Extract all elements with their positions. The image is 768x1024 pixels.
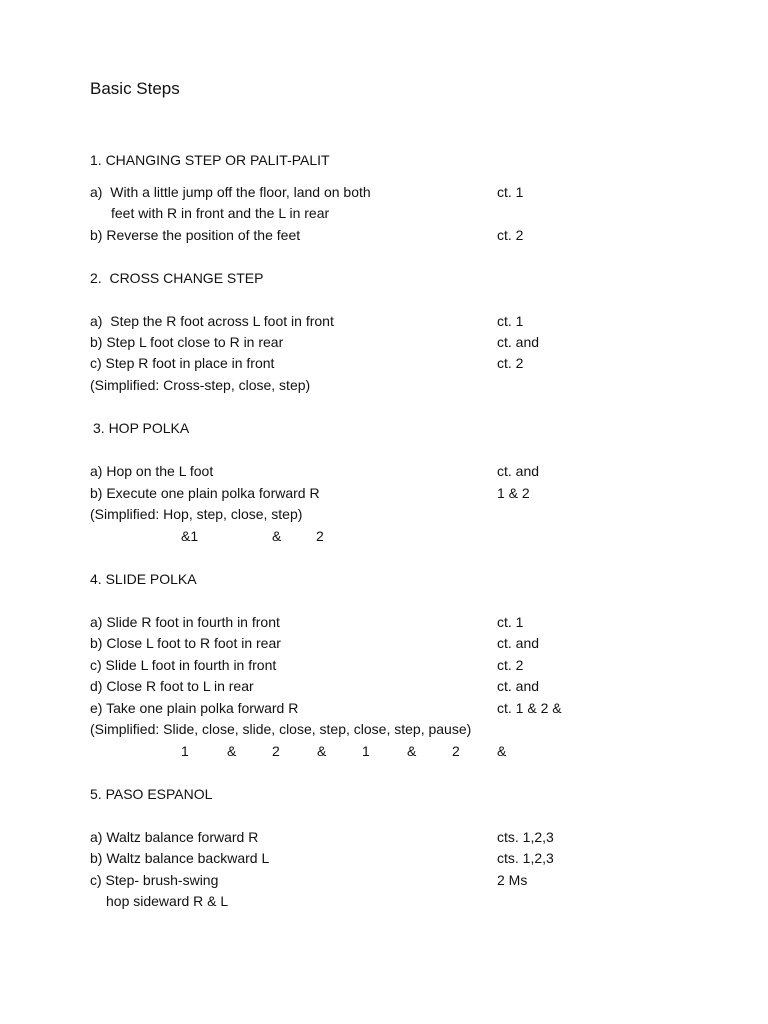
simplified-note: (Simplified: Cross-step, close, step) — [90, 377, 311, 393]
beat-mark: &1 — [181, 528, 199, 544]
page-title: Basic Steps — [90, 79, 180, 98]
step-count: 2 Ms — [497, 872, 528, 888]
step-count: ct. and — [497, 463, 540, 479]
section-heading: 5. PASO ESPANOL — [90, 786, 213, 802]
beat-mark: & — [497, 743, 507, 759]
step-text: b) Execute one plain polka forward R — [90, 485, 320, 501]
beat-mark: & — [317, 743, 327, 759]
simplified-note: (Simplified: Hop, step, close, step) — [90, 506, 303, 522]
step-text: c) Slide L foot in fourth in front — [90, 657, 277, 673]
step-text: a) Hop on the L foot — [90, 463, 214, 479]
beat-mark: 2 — [452, 743, 460, 759]
beat-mark: 2 — [316, 528, 324, 544]
step-count: ct. 1 — [497, 313, 524, 329]
beat-mark: 1 — [181, 743, 189, 759]
step-text: c) Step- brush-swing — [90, 872, 219, 888]
beat-mark: 2 — [272, 743, 280, 759]
section-heading: 2. CROSS CHANGE STEP — [90, 270, 264, 286]
simplified-note: (Simplified: Slide, close, slide, close, step, close, step, pause) — [90, 721, 472, 737]
step-text-continued: feet with R in front and the L in rear — [111, 205, 330, 221]
step-count: ct. 2 — [497, 355, 524, 371]
step-text: e) Take one plain polka forward R — [90, 700, 299, 716]
section-heading: 1. CHANGING STEP OR PALIT-PALIT — [90, 152, 330, 168]
step-count: ct. 1 — [497, 184, 524, 200]
step-text-continued: hop sideward R & L — [106, 893, 229, 909]
step-count: cts. 1,2,3 — [497, 850, 554, 866]
step-text: a) With a little jump off the floor, land on both — [90, 184, 371, 200]
beat-mark: & — [272, 528, 282, 544]
section-heading: 3. HOP POLKA — [93, 420, 190, 436]
step-text: b) Waltz balance backward L — [90, 850, 270, 866]
section-heading: 4. SLIDE POLKA — [90, 571, 197, 587]
beat-mark: & — [227, 743, 237, 759]
step-text: b) Close L foot to R foot in rear — [90, 635, 281, 651]
step-text: d) Close R foot to L in rear — [90, 678, 254, 694]
step-count: ct. 1 & 2 & — [497, 700, 562, 716]
beat-mark: & — [407, 743, 417, 759]
step-text: c) Step R foot in place in front — [90, 355, 275, 371]
step-text: a) Slide R foot in fourth in front — [90, 614, 280, 630]
step-count: ct. and — [497, 334, 540, 350]
step-text: a) Step the R foot across L foot in front — [90, 313, 334, 329]
step-count: ct. 2 — [497, 657, 524, 673]
step-count: ct. and — [497, 678, 540, 694]
step-text: a) Waltz balance forward R — [90, 829, 259, 845]
step-text: b) Step L foot close to R in rear — [90, 334, 284, 350]
step-count: ct. and — [497, 635, 540, 651]
step-count: ct. 1 — [497, 614, 524, 630]
step-count: cts. 1,2,3 — [497, 829, 554, 845]
step-text: b) Reverse the position of the feet — [90, 227, 301, 243]
step-count: ct. 2 — [497, 227, 524, 243]
beat-mark: 1 — [362, 743, 370, 759]
step-count: 1 & 2 — [497, 485, 530, 501]
